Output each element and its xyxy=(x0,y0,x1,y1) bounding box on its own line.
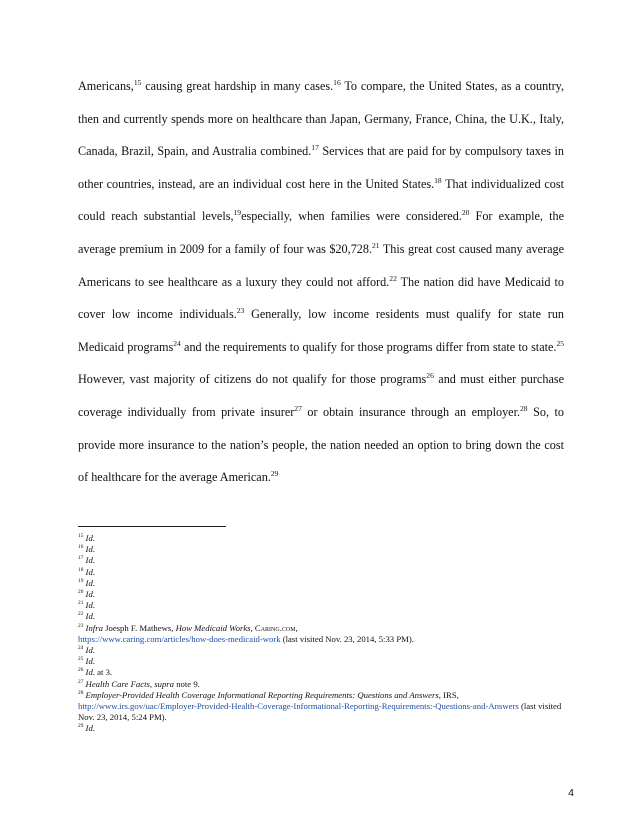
footnote-ref: 23 xyxy=(236,306,245,316)
footnote-text: Id xyxy=(85,589,93,600)
footnote-text: Joesph F. Mathews, xyxy=(102,622,176,633)
footnote-text: Id xyxy=(85,566,93,577)
body-text: However, vast majority of citizens do not qualify for those programs xyxy=(78,372,427,387)
body-text: To compare, the United States, as a country, then and currently spends more on healthcare than Japan, Germany, France, China, the U.K., Italy, Canada, Brazil, Spain, and Australia combined. xyxy=(78,79,564,159)
body-paragraph xyxy=(78,70,564,494)
footnote-ref: 26 xyxy=(426,371,434,381)
footnote-signal: Infra xyxy=(85,622,103,633)
footnote-23 xyxy=(78,623,564,645)
footnote-text: , xyxy=(149,678,155,689)
footnote-title: Health Care Facts xyxy=(85,678,150,689)
footnote-ref: 18 xyxy=(434,175,442,185)
footnote-ref: 28 xyxy=(520,403,528,413)
footnote-ref: 29 xyxy=(270,469,279,479)
footnote-22: $^{22}$ Id. xyxy=(78,611,95,622)
footnote-number: 26 xyxy=(78,667,84,674)
footnote-number: 22 xyxy=(78,611,84,618)
footnote-title: Employer-Provided Health Coverage Informational Reporting Requirements: Questions and Answers xyxy=(85,689,439,700)
footnote-number: 21 xyxy=(78,600,84,607)
body-text: and the requirements to qualify for those programs differ from state to state. xyxy=(180,339,557,354)
footnote-29: $^{29}$ Id. xyxy=(78,723,95,734)
footnote-number: 23 xyxy=(78,622,84,629)
footnote-24: $^{24}$ Id. xyxy=(78,645,95,656)
footnote-19: $^{19}$ Id. xyxy=(78,577,95,588)
footnote-text: (last visited Nov. 23, 2014, 5:24 PM). xyxy=(78,701,562,723)
footnote-text: Id xyxy=(85,723,93,734)
footnote-26 xyxy=(78,667,564,678)
footnote-15: $^{15}$ Id. xyxy=(78,533,95,543)
footnote-text: Id xyxy=(85,544,93,555)
footnote-27 xyxy=(78,679,564,690)
footnote-list xyxy=(78,533,564,735)
footnote-number: 19 xyxy=(78,577,84,584)
body-text: This great cost caused many average Americans to see healthcare as a luxury they could not afford. xyxy=(78,241,564,289)
footnote-source: Caring.com xyxy=(254,622,296,633)
body-text: causing great hardship in many cases. xyxy=(141,79,334,93)
footnote-text: , xyxy=(438,689,444,700)
footnote-separator xyxy=(78,526,226,527)
footnote-text: Id xyxy=(85,600,93,611)
footnote-text: Id xyxy=(85,577,93,588)
footnote-number: 20 xyxy=(78,589,84,596)
footnote-text: , xyxy=(295,622,298,633)
footnote-text: (last visited Nov. 23, 2014, 5:33 PM). xyxy=(280,633,414,644)
page-number: 4 xyxy=(568,787,574,799)
footnote-ref: 19 xyxy=(233,208,242,218)
footnote-20: $^{20}$ Id. xyxy=(78,589,95,600)
footnote-17: $^{17}$ Id. xyxy=(78,555,95,566)
footnote-ref: 27 xyxy=(294,403,302,413)
footnote-text: Id xyxy=(85,667,93,678)
body-text: and must either purchase coverage individually from private insurer xyxy=(78,372,565,419)
footnote-25: $^{25}$ Id. xyxy=(78,656,95,667)
body-text: That individualized cost could reach substantial levels, xyxy=(78,176,565,224)
footnote-source: IRS xyxy=(443,689,457,700)
footnote-text: . at 3. xyxy=(92,667,113,678)
footnote-text: , xyxy=(250,622,255,633)
footnote-ref: 22 xyxy=(389,273,397,283)
footnote-ref: 15 xyxy=(133,77,142,87)
footnote-28 xyxy=(78,690,564,724)
footnote-signal: supra xyxy=(154,678,175,689)
body-text: For example, the average premium in 2009 for a family of four was $20,728. xyxy=(78,209,565,256)
footnote-text: Id xyxy=(85,533,93,543)
footnote-ref: 17 xyxy=(311,143,319,153)
footnote-text: Id xyxy=(85,611,93,622)
footnote-link[interactable]: http://www.irs.gov/uac/Employer-Provided-Health-Coverage-Informational-Reporting-Requirements:-Questions-and-Answers xyxy=(78,701,519,712)
body-text: Generally, low income residents must qualify for state run Medicaid programs xyxy=(78,307,565,354)
footnote-number: 15 xyxy=(78,533,84,540)
body-text: especially, when families were considered. xyxy=(241,209,462,224)
footnote-number: 29 xyxy=(78,723,84,730)
footnote-number: 17 xyxy=(78,555,84,562)
footnote-number: 27 xyxy=(78,678,84,685)
footnote-number: 24 xyxy=(78,645,84,652)
footnote-ref: 16 xyxy=(333,77,341,87)
footnote-text: Id xyxy=(85,555,93,566)
footnote-text: Id xyxy=(85,645,93,656)
footnote-18: $^{18}$ Id. xyxy=(78,566,95,577)
body-text: So, to provide more insurance to the nation’s people, the nation needed an option to bring down the cost of healthcare for the average American. xyxy=(78,404,564,485)
footnote-text: note 9. xyxy=(174,678,200,689)
footnote-title: How Medicaid Works xyxy=(175,622,251,633)
body-text: Americans, xyxy=(78,79,134,93)
footnote-number: 28 xyxy=(78,689,84,696)
body-text: or obtain insurance through an employer. xyxy=(301,404,521,419)
footnote-ref: 25 xyxy=(556,338,564,348)
footnote-ref: 20 xyxy=(461,208,470,218)
body-text: Services that are paid for by compulsory taxes in other countries, instead, are an individual cost here in the United States. xyxy=(78,144,564,191)
footnote-ref: 21 xyxy=(372,240,380,250)
footnote-number: 25 xyxy=(78,656,84,663)
footnote-text: Id xyxy=(85,656,93,667)
footnote-number: 18 xyxy=(78,566,84,573)
footnote-ref: 24 xyxy=(173,338,181,348)
footnote-text: , xyxy=(456,689,459,700)
body-text: The nation did have Medicaid to cover low income individuals. xyxy=(78,274,564,322)
footnote-16: $^{16}$ Id. xyxy=(78,544,95,555)
footnote-number: 16 xyxy=(78,544,84,551)
footnote-link[interactable]: https://www.caring.com/articles/how-does-medicaid-work xyxy=(78,633,281,644)
footnote-21: $^{21}$ Id. xyxy=(78,600,95,611)
